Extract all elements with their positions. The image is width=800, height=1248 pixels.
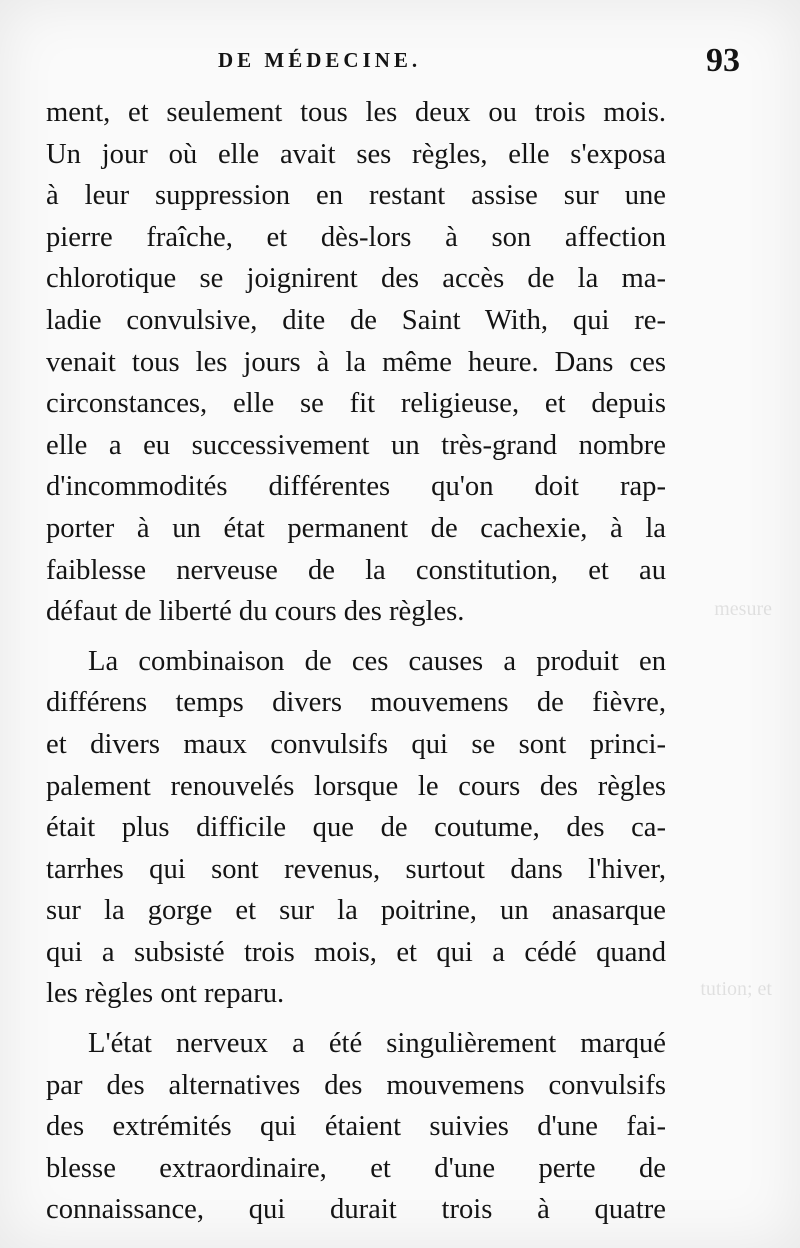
text-line: pierre fraîche, et dès-lors à son affection xyxy=(46,221,666,253)
text-line: L'état nerveux a été singulièrement marqué xyxy=(88,1028,666,1060)
running-head: DE MÉDECINE. xyxy=(218,48,422,72)
text-line: connaissance, qui durait trois à quatre xyxy=(46,1194,666,1226)
text-line: La combinaison de ces causes a produit en xyxy=(88,645,666,677)
text-line: blesse extraordinaire, et d'une perte de xyxy=(46,1152,666,1184)
show-through-mark: mesure xyxy=(714,598,772,620)
text-line: elle a eu successivement un très-grand nombre xyxy=(46,429,666,461)
text-line: par des alternatives des mouvemens convulsifs xyxy=(46,1069,666,1101)
text-line: faiblesse nerveuse de la constitution, et au xyxy=(46,554,666,586)
text-line: et divers maux convulsifs qui se sont princi- xyxy=(46,728,666,760)
page-header xyxy=(48,42,748,82)
text-line: différens temps divers mouvemens de fièvre, xyxy=(46,687,666,719)
text-line: à leur suppression en restant assise sur une xyxy=(46,180,666,212)
text-line: circonstances, elle se fit religieuse, et depuis xyxy=(46,388,666,420)
text-line: Un jour où elle avait ses règles, elle s'exposa xyxy=(46,138,666,170)
paragraph-3 xyxy=(46,1023,666,1231)
text-line: d'incommodités différentes qu'on doit rap- xyxy=(46,471,666,503)
text-line: porter à un état permanent de cachexie, à la xyxy=(46,512,666,544)
text-line: venait tous les jours à la même heure. Dans ces xyxy=(46,346,666,378)
text-line: ment, et seulement tous les deux ou trois mois. xyxy=(46,97,666,128)
paragraph-1 xyxy=(46,92,666,633)
text-line: défaut de liberté du cours des règles. xyxy=(46,596,465,628)
text-line: palement renouvelés lorsque le cours des règles xyxy=(46,770,666,802)
show-through-mark: tution; et xyxy=(700,978,772,1000)
text-line: chlorotique se joignirent des accès de la ma- xyxy=(46,263,666,295)
paragraph-2 xyxy=(46,641,666,1015)
text-line: sur la gorge et sur la poitrine, un anasarque xyxy=(46,895,666,927)
body-text xyxy=(46,92,666,1231)
text-line: ladie convulsive, dite de Saint With, qui re- xyxy=(46,304,666,336)
text-line: qui a subsisté trois mois, et qui a cédé quand xyxy=(46,936,666,968)
text-line: les règles ont reparu. xyxy=(46,978,285,1010)
page-number: 93 xyxy=(706,42,740,79)
text-line: des extrémités qui étaient suivies d'une fai- xyxy=(46,1111,666,1143)
text-line: tarrhes qui sont revenus, surtout dans l'hiver, xyxy=(46,853,666,885)
text-line: était plus difficile que de coutume, des ca- xyxy=(46,812,666,844)
